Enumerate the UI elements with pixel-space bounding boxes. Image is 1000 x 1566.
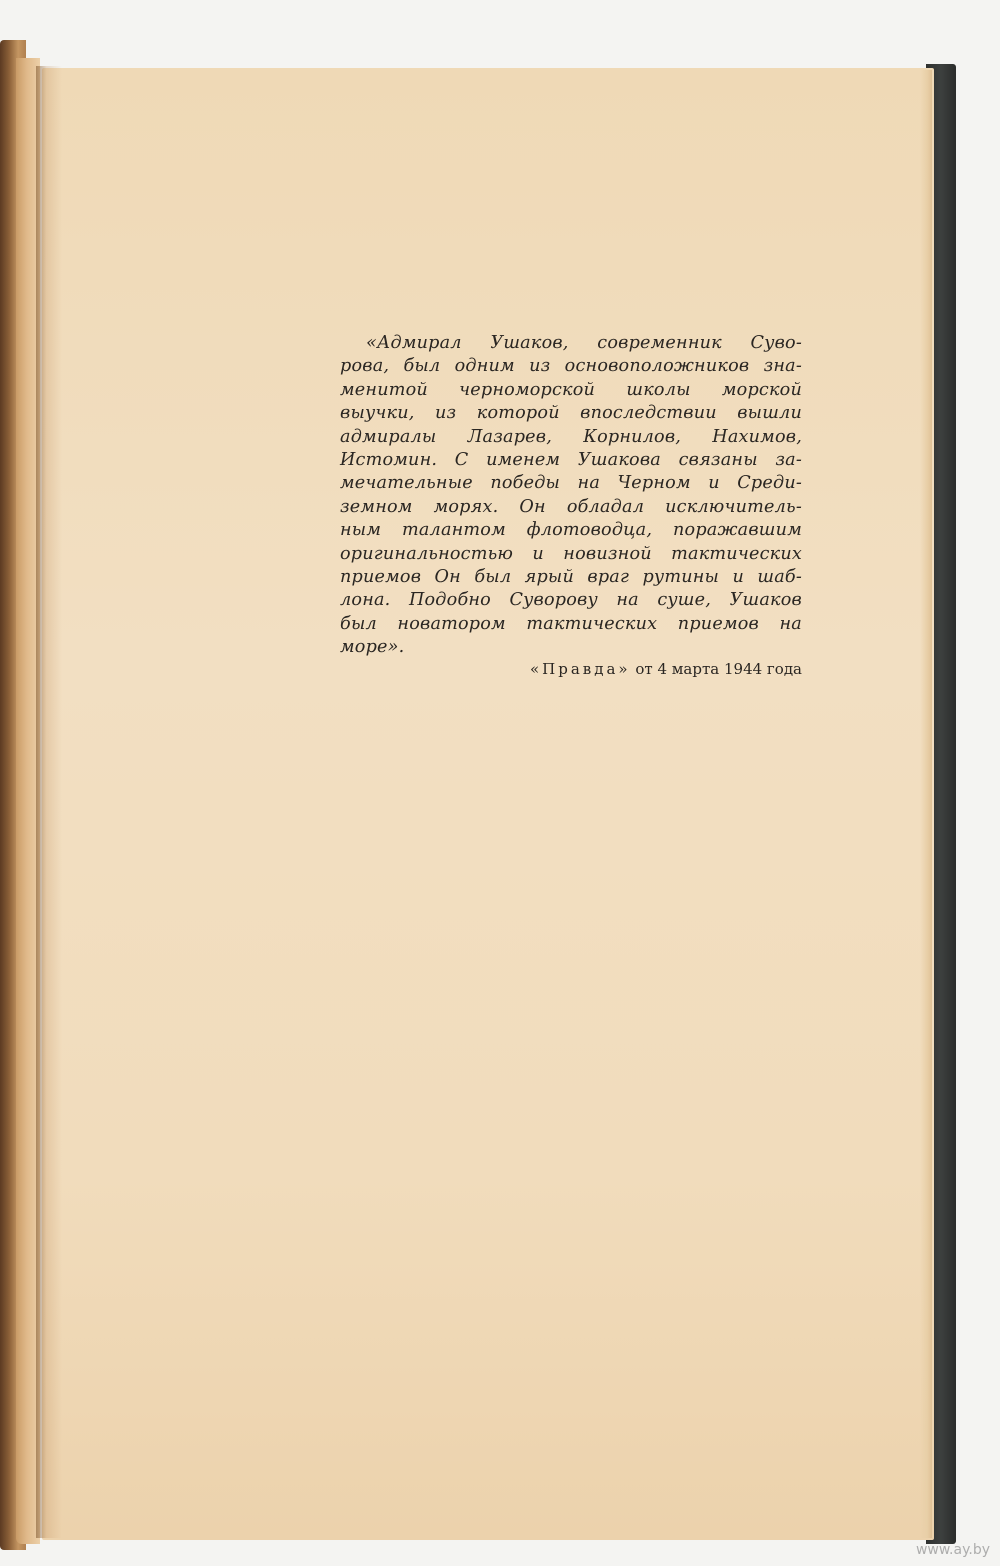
gutter-shadow — [36, 66, 62, 1538]
epigraph-quote — [340, 332, 802, 660]
quote-line: приемов Он был ярый враг рутины и шаб- — [340, 567, 802, 588]
quote-line: «Адмирал Ушаков, современник Суво- — [366, 333, 802, 353]
quote-line: земном морях. Он обладал исключитель- — [340, 496, 802, 517]
quote-line: море». — [340, 637, 405, 658]
watermark: www.ay.by — [915, 1542, 990, 1558]
quote-line: оригинальностью и новизной тактических — [340, 543, 802, 564]
quote-line: мечательные победы на Черном и Среди- — [340, 473, 802, 494]
page-right-edge — [920, 70, 932, 1538]
quote-line: был новатором тактических приемов на — [340, 613, 802, 634]
source-date: от 4 марта 1944 года — [635, 660, 802, 678]
source-newspaper: «Правда» — [529, 660, 631, 678]
quote-line: Истомин. С именем Ушакова связаны за- — [340, 450, 802, 471]
quote-line: выучки, из которой впоследствии вышли — [340, 403, 802, 424]
quote-line: менитой черноморской школы морской — [340, 379, 802, 400]
book-page — [42, 68, 934, 1540]
quote-line: рова, был одним из основоположников зна- — [340, 356, 802, 377]
quote-line: адмиралы Лазарев, Корнилов, Нахимов, — [340, 426, 802, 447]
quote-line: ным талантом флотоводца, поражавшим — [340, 520, 802, 541]
quote-source — [340, 660, 802, 678]
quote-line: лона. Подобно Суворову на суше, Ушаков — [340, 590, 802, 611]
